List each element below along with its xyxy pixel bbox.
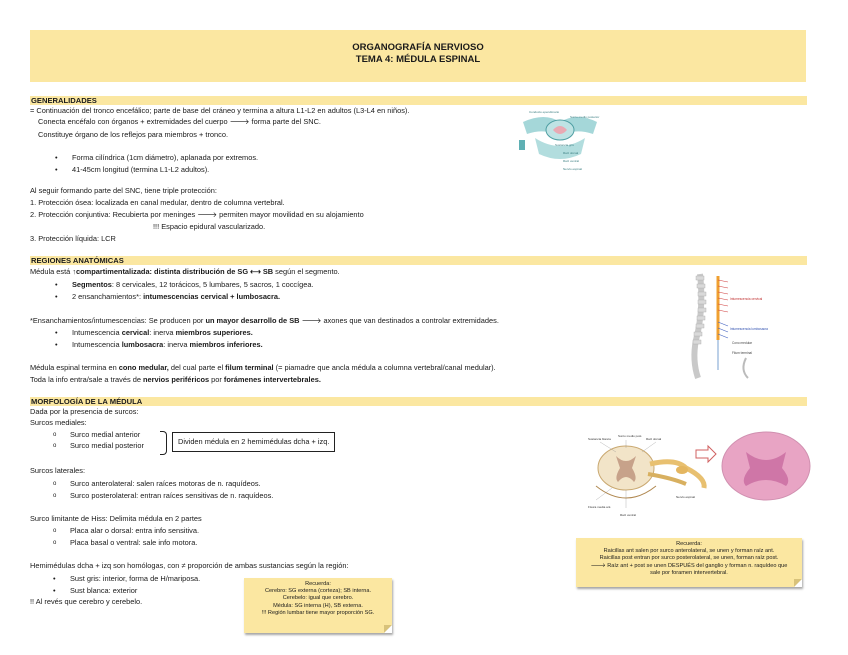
svg-text:Sustancia blanca: Sustancia blanca xyxy=(588,437,611,441)
vertebral-column-figure xyxy=(682,270,782,382)
note-line: Raicillas ant salen por surco anterolateral, se unen y forman raíz ant. xyxy=(603,548,775,555)
text-line: 3. Protección líquida: LCR xyxy=(30,234,116,243)
text-line: Dada por la presencia de surcos: xyxy=(30,407,139,416)
arrow-right-icon: 🡒 xyxy=(590,562,606,569)
callout-box: Dividen médula en 2 hemimédulas dcha + izq. xyxy=(172,432,335,452)
svg-text:Raíz ventral: Raíz ventral xyxy=(620,513,637,517)
page-title: ORGANOGRAFÍA NERVIOSO xyxy=(352,42,484,53)
text-line: Surcos mediales: xyxy=(30,418,87,427)
brace xyxy=(160,431,167,455)
note-line: Raicillas post entran por surco posterolateral, se unen, forman raíz post. xyxy=(599,555,779,562)
not-equal-icon: ≠ xyxy=(181,561,186,570)
list-item: • 2 ensanchamientos*: intumescencias cervical + lumbosacra. xyxy=(72,292,280,302)
list-item: o Placa alar o dorsal: entra info sensitiva. xyxy=(70,526,199,536)
list-item: o Surco posterolateral: entran raíces sensitivas de n. raquídeos. xyxy=(70,491,273,501)
text-line: Médula está ↑compartimentalizada: distinta distribución de SG ⟷ SB según el segmento. xyxy=(30,267,340,276)
list-item: o Surco anterolateral: salen raíces motoras de n. raquídeos. xyxy=(70,479,261,489)
spinal-cord-cross-section-figure xyxy=(586,428,826,524)
list-item: • Forma cilíndrica (1cm diámetro), aplanada por extremos. xyxy=(72,153,258,163)
text-line: = Continuación del tronco encefálico; parte de base del cráneo y termina a altura L1-L2 en adultos (L3-L4 en niños). xyxy=(30,106,410,115)
list-item: • Sust gris: interior, forma de H/mariposa. xyxy=(70,574,200,584)
note-line: 🡒 Raíz ant + post se unen DESPUÉS del ganglio y forman n. raquídeo que xyxy=(590,562,788,569)
text-line: Hemimédulas dcha + izq son homólogas, con ≠ proporción de ambas sustancias según la región: xyxy=(30,561,349,570)
sticky-note-raices xyxy=(576,538,802,587)
list-item: o Placa basal o ventral: sale info motora. xyxy=(70,538,197,548)
figure-label: Nervio espinal xyxy=(563,167,583,171)
list-item: • Intumescencia cervical: inerva miembros superiores. xyxy=(72,328,253,338)
svg-text:Raíz dorsal: Raíz dorsal xyxy=(646,437,662,441)
sticky-note-recuerda xyxy=(244,578,392,633)
double-arrow-icon: ⟷ xyxy=(250,267,261,276)
list-item: • 41-45cm longitud (termina L1-L2 adultos). xyxy=(72,165,209,175)
figure-label: Filum terminal xyxy=(732,351,753,355)
text-line: *Ensanchamientos/intumescencias: Se producen por un mayor desarrollo de SB 🡒 axones que van destinados a controlar extremidades. xyxy=(30,316,499,325)
list-item: • Sust blanca: exterior xyxy=(70,586,137,596)
note-line: Cerebro: SG externa (corteza); SB interna. xyxy=(264,588,372,595)
arrow-right-icon: 🡒 xyxy=(229,117,250,126)
list-item: • Segmentos: 8 cervicales, 12 torácicos, 5 lumbares, 5 sacros, 1 coccígea. xyxy=(72,280,314,290)
text-line: Surcos laterales: xyxy=(30,466,86,475)
note-line: Recuerda: xyxy=(305,581,331,587)
note-fold xyxy=(794,579,802,587)
figure-label: Intumescencia cervical xyxy=(730,297,763,301)
text-line: 2. Protección conjuntiva: Recubierta por meninges 🡒 permiten mayor movilidad en su alojamiento xyxy=(30,210,364,219)
arrow-right-icon: 🡒 xyxy=(197,210,218,219)
spinal-cord-meninges-figure xyxy=(515,108,605,176)
text-line: Médula espinal termina en cono medular, del cual parte el filum terminal (= piamadre que ancla médula a columna vertebral/canal medular). xyxy=(30,363,496,372)
figure-label: Intumescencia lumbosacra xyxy=(730,327,768,331)
text-line: !!! Espacio epidural vascularizado. xyxy=(153,222,266,231)
svg-text:Fisura media ant.: Fisura media ant. xyxy=(588,505,612,509)
note-fold xyxy=(384,625,392,633)
svg-text:Surco medio post.: Surco medio post. xyxy=(618,434,643,438)
text-line: Surco limitante de Hiss: Delimita médula en 2 partes xyxy=(30,514,202,523)
text-line: Al seguir formando parte del SNC, tiene triple protección: xyxy=(30,186,217,195)
text-line: Constituye órgano de los reflejos para miembros + tronco. xyxy=(38,130,228,139)
note-line: Médula: SG interna (H), SB externa. xyxy=(273,602,363,609)
section-heading-generalidades: GENERALIDADES xyxy=(30,96,807,105)
page-subtitle: TEMA 4: MÉDULA ESPINAL xyxy=(355,54,481,65)
section-heading-regiones: REGIONES ANATÓMICAS xyxy=(30,256,807,265)
text-line: !! Al revés que cerebro y cerebelo. xyxy=(30,597,143,606)
note-line: Cerebelo: igual que cerebro. xyxy=(282,595,354,602)
text-line: Conecta encéfalo con órganos + extremidades del cuerpo 🡒 forma parte del SNC. xyxy=(38,117,321,126)
note-line: !!! Región lumbar tiene mayor proporción SG. xyxy=(261,609,375,616)
section-heading-morfologia: MORFOLOGÍA DE LA MÉDULA xyxy=(30,397,807,406)
text-line: Toda la info entra/sale a través de nervios periféricos por forámenes intervertebrales. xyxy=(30,375,321,384)
figure-label: Cono medular xyxy=(732,341,753,345)
note-line: sale por foramen intervertebral. xyxy=(650,569,728,576)
figure-label: Raíz ventral xyxy=(563,159,580,163)
text-line: 1. Protección ósea: localizada en canal medular, dentro de columna vertebral. xyxy=(30,198,285,207)
list-item: o Surco medial anterior xyxy=(70,430,140,440)
figure-label: Surco medio posterior xyxy=(570,115,600,119)
list-item: o Surco medial posterior xyxy=(70,441,144,451)
title-banner xyxy=(30,30,806,82)
svg-text:Nervio espinal: Nervio espinal xyxy=(676,495,696,499)
list-item: • Intumescencia lumbosacra: inerva miembros inferiores. xyxy=(72,340,263,350)
figure-label: Conducto ependimario xyxy=(529,110,560,114)
arrow-right-icon: 🡒 xyxy=(301,316,322,325)
figure-label: Sustancia gris xyxy=(555,143,574,147)
figure-label: Raíz dorsal xyxy=(563,151,579,155)
note-line: Recuerda: xyxy=(676,541,702,547)
